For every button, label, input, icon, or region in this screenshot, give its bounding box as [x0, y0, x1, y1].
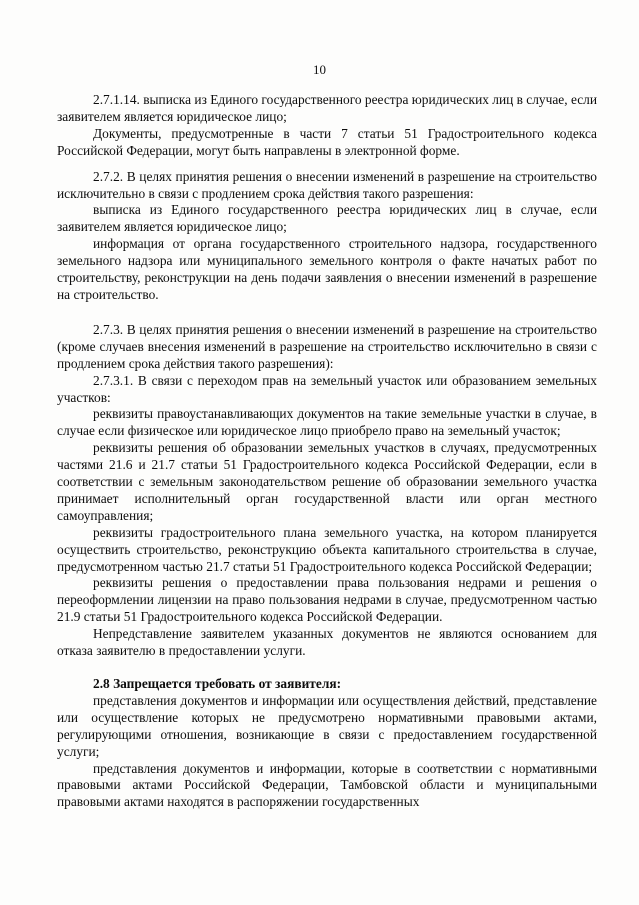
section-2-7-2 — [57, 169, 597, 304]
paragraph: 2.7.2. В целях принятия решения о внесении изменений в разрешение на строительство исключительно в связи с продлением срока действия такого разрешения: — [57, 168, 597, 201]
page-number: 10 — [313, 62, 326, 77]
paragraph: выписка из Единого государственного реестра юридических лиц в случае, если заявителем является юридическое лицо; — [57, 202, 597, 235]
paragraph: информация от органа государственного строительного надзора, государственного земельного надзора или муниципального земельного контроля о факте начатых работ по строительству, реконструкции на день подачи заявления о внесении изменений в разрешение на строительство. — [57, 236, 597, 302]
spacer — [57, 160, 597, 169]
section-2-7-1-14 — [57, 92, 597, 160]
paragraph: 2.7.3. В целях принятия решения о внесении изменений в разрешение на строительство (кроме случаев внесения изменений в разрешение на строительство исключительно в связи с продлением срока действия такого разрешения): — [57, 321, 597, 371]
paragraph: представления документов и информации или осуществления действий, представление или осуществление которых не предусмотрено нормативными правовыми актами, регулирующими отношения, возникающие в связи с предоставлением государственной услуги; — [57, 692, 597, 759]
section-2-8 — [57, 676, 597, 811]
spacer — [57, 304, 597, 322]
section-heading: 2.8 Запрещается требовать от заявителя: — [93, 676, 342, 691]
paragraph: реквизиты решения об образовании земельных участков в случаях, предусмотренных частями 21.6 и 21.7 статьи 51 Градостроительного кодекса Российской Федерации, если в соответствии с земельным законодательством решение об образовании земельного участка принимает исполнительный орган государственной власти или орган местного самоуправления; — [57, 440, 597, 523]
section-2-7-3 — [57, 322, 597, 660]
paragraph: 2.7.3.1. В связи с переходом прав на земельный участок или образованием земельных участков: — [57, 372, 597, 405]
paragraph: Документы, предусмотренные в части 7 статьи 51 Градостроительного кодекса Российской Федерации, могут быть направлены в электронной форме. — [57, 125, 597, 158]
paragraph: представления документов и информации, которые в соответствии с нормативными правовыми актами Российской Федерации, Тамбовской области и муниципальными правовыми актами находятся в распоряжении государственных — [57, 760, 597, 810]
paragraph: реквизиты правоустанавливающих документов на такие земельные участки в случае, в случае если физическое или юридическое лицо приобрело право на земельный участок; — [57, 406, 597, 439]
paragraph: 2.7.1.14. выписка из Единого государственного реестра юридических лиц в случае, если заявителем является юридическое лицо; — [57, 92, 598, 124]
spacer — [57, 660, 597, 676]
paragraph: Непредставление заявителем указанных документов не являются основанием для отказа заявителю в предоставлении услуги. — [57, 626, 597, 659]
document-body — [57, 92, 597, 811]
paragraph: реквизиты решения о предоставлении права пользования недрами и решения о переоформлении лицензии на право пользования недрами в случае, предусмотренном частью 21.9 статьи 51 Градостроительного кодекса Российской Федерации. — [57, 575, 597, 625]
paragraph: реквизиты градостроительного плана земельного участка, на котором планируется осуществить строительство, реконструкцию объекта капитального строительства в случае, предусмотренном частью 21.7 статьи 51 Градостроительного кодекса Российской Федерации; — [57, 524, 597, 574]
